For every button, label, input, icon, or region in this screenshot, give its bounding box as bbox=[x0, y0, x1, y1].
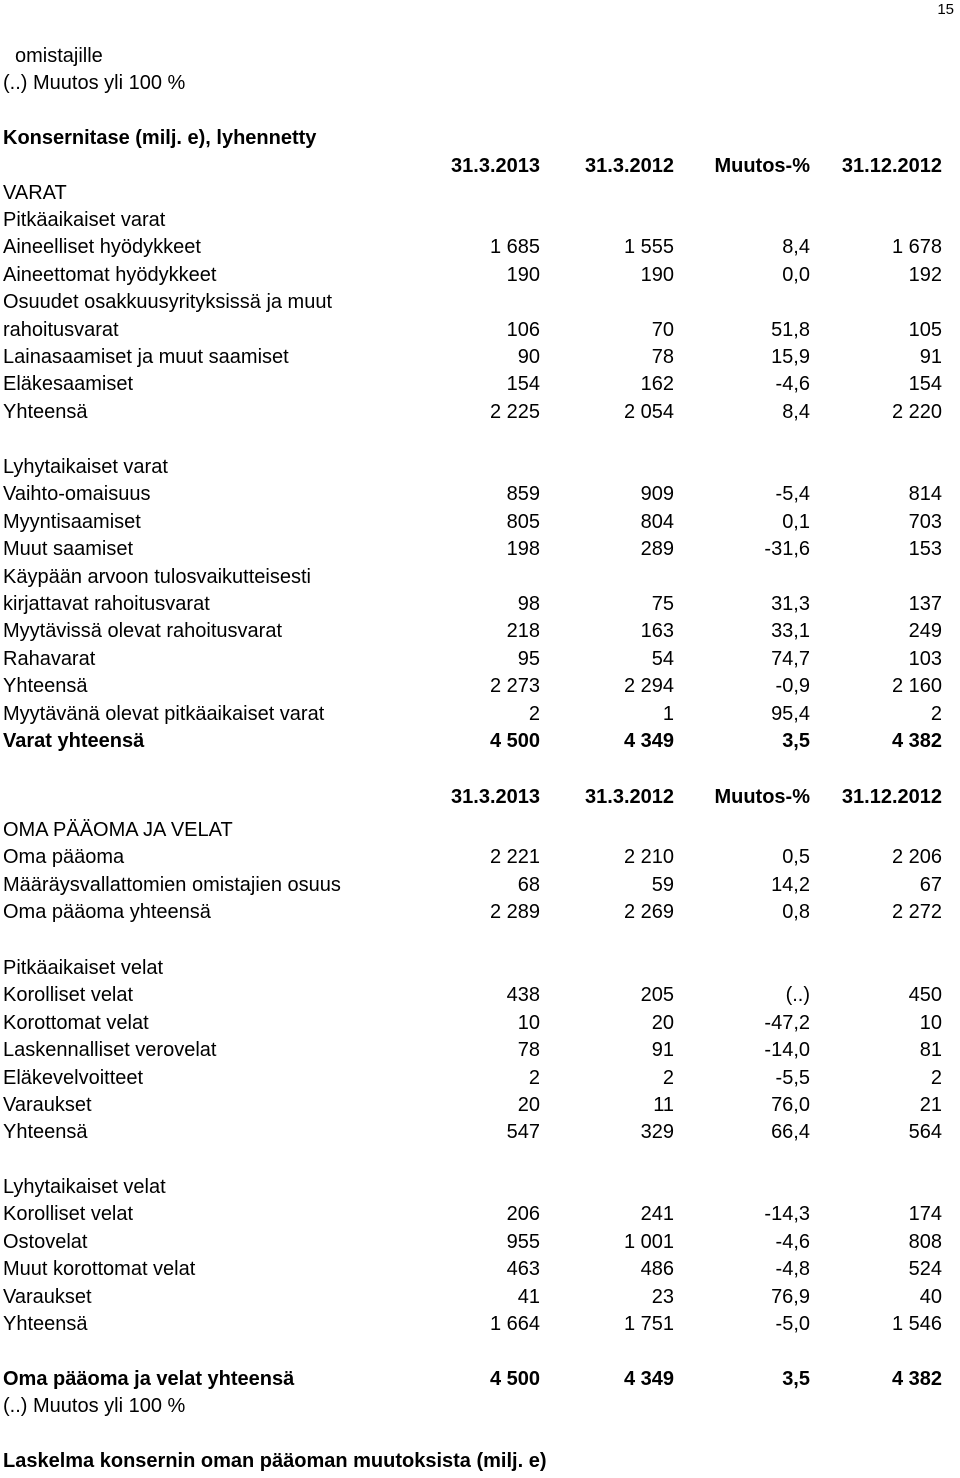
value-change-pct: 33,1 bbox=[771, 620, 810, 643]
value-2012fy: 450 bbox=[908, 984, 942, 1007]
table-row bbox=[0, 481, 960, 508]
value-2012fy: 249 bbox=[908, 620, 942, 643]
value-change-pct: 76,0 bbox=[771, 1094, 810, 1116]
value-2012fy: 21 bbox=[919, 1094, 942, 1116]
row-label: Korolliset velat bbox=[3, 984, 134, 1007]
value-2013q1: 198 bbox=[506, 538, 540, 561]
row-label: Yhteensä bbox=[3, 1313, 88, 1335]
value-2012fy: 10 bbox=[919, 1011, 942, 1034]
value-2012fy: 67 bbox=[919, 873, 942, 896]
value-change-pct: 14,2 bbox=[771, 873, 810, 896]
table-row bbox=[0, 509, 960, 536]
page-number: 15 bbox=[937, 1, 954, 18]
row-label: Rahavarat bbox=[3, 647, 96, 670]
col-header-2012q1: 31.3.2012 bbox=[585, 155, 674, 177]
row-label: Oma pääoma yhteensä bbox=[3, 901, 211, 924]
value-change-pct: -5,4 bbox=[775, 483, 810, 506]
table-row bbox=[0, 317, 960, 344]
col-header-2012fy: 31.12.2012 bbox=[841, 786, 942, 808]
value-2012fy: 524 bbox=[908, 1258, 942, 1281]
value-2012fy: 4 382 bbox=[891, 730, 942, 752]
footnote: (..) Muutos yli 100 % bbox=[3, 1395, 186, 1417]
value-2012fy: 2 220 bbox=[891, 400, 942, 423]
value-2012fy: 2 272 bbox=[891, 901, 942, 924]
value-2012q1: 1 555 bbox=[623, 236, 674, 259]
row-label: Muut saamiset bbox=[3, 538, 134, 561]
col-header-2013q1: 31.3.2013 bbox=[451, 155, 540, 177]
balance-sheet-title: Konsernitase (milj. e), lyhennetty bbox=[3, 127, 317, 149]
row-label: Osuudet osakkuusyrityksissä ja muut bbox=[3, 291, 333, 314]
row-label: Pitkäaikaiset varat bbox=[3, 209, 166, 231]
value-2012q1: 2 bbox=[662, 1066, 674, 1089]
value-change-pct: -31,6 bbox=[764, 538, 810, 561]
table-row bbox=[0, 564, 960, 591]
row-label: OMA PÄÄOMA JA VELAT bbox=[3, 819, 233, 841]
value-2012fy: 2 bbox=[930, 702, 942, 725]
value-2012fy: 105 bbox=[908, 318, 942, 341]
value-2013q1: 2 bbox=[528, 1066, 540, 1089]
col-header-change: Muutos-% bbox=[714, 155, 810, 177]
value-2013q1: 10 bbox=[517, 1011, 540, 1034]
value-2012q1: 289 bbox=[640, 538, 674, 561]
row-label: Varaukset bbox=[3, 1094, 92, 1116]
row-label: Laskennalliset verovelat bbox=[3, 1039, 217, 1062]
value-change-pct: 66,4 bbox=[771, 1121, 810, 1144]
value-2012fy: 154 bbox=[908, 373, 942, 396]
value-2012fy: 137 bbox=[908, 593, 942, 615]
col-header-2012q1: 31.3.2012 bbox=[585, 786, 674, 808]
value-2012q1: 54 bbox=[651, 647, 674, 670]
row-label: kirjattavat rahoitusvarat bbox=[3, 593, 210, 615]
row-label: Myytävänä olevat pitkäaikaiset varat bbox=[3, 702, 325, 725]
value-change-pct: 3,5 bbox=[782, 1368, 810, 1390]
row-label: Yhteensä bbox=[3, 675, 88, 698]
value-2012fy: 1 678 bbox=[891, 236, 942, 259]
table-row bbox=[0, 1010, 960, 1037]
value-2013q1: 438 bbox=[506, 984, 540, 1007]
value-2012q1: 190 bbox=[640, 263, 674, 286]
value-2013q1: 1 664 bbox=[489, 1313, 540, 1335]
value-2012q1: 1 001 bbox=[623, 1230, 674, 1253]
row-label: Yhteensä bbox=[3, 400, 88, 423]
table-row bbox=[0, 262, 960, 289]
value-2012q1: 486 bbox=[640, 1258, 674, 1281]
value-2013q1: 547 bbox=[506, 1121, 540, 1144]
row-label: Lainasaamiset ja muut saamiset bbox=[3, 346, 289, 368]
value-change-pct: 8,4 bbox=[782, 236, 810, 259]
value-2012q1: 2 294 bbox=[623, 675, 674, 698]
table-row bbox=[0, 1229, 960, 1256]
value-change-pct: -14,3 bbox=[764, 1203, 810, 1226]
value-2012q1: 2 054 bbox=[623, 400, 674, 423]
row-label: Oma pääoma ja velat yhteensä bbox=[3, 1368, 295, 1390]
table-row bbox=[0, 289, 960, 316]
table-row bbox=[0, 1119, 960, 1146]
value-change-pct: -14,0 bbox=[764, 1039, 810, 1062]
value-2012fy: 40 bbox=[919, 1285, 942, 1308]
row-label: Muut korottomat velat bbox=[3, 1258, 196, 1281]
table-row bbox=[0, 872, 960, 899]
value-2013q1: 206 bbox=[506, 1203, 540, 1226]
value-2013q1: 2 225 bbox=[489, 400, 540, 423]
value-2012fy: 153 bbox=[908, 538, 942, 561]
value-change-pct: -0,9 bbox=[775, 675, 810, 698]
col-header-2013q1: 31.3.2013 bbox=[451, 786, 540, 808]
table-row bbox=[0, 207, 960, 234]
table-row bbox=[0, 701, 960, 728]
value-change-pct: 3,5 bbox=[782, 730, 810, 752]
table-row bbox=[0, 1284, 960, 1311]
value-2012q1: 1 bbox=[662, 702, 674, 725]
value-2012fy: 808 bbox=[908, 1230, 942, 1253]
value-2013q1: 859 bbox=[506, 483, 540, 506]
table-row bbox=[0, 618, 960, 645]
value-2012fy: 2 160 bbox=[891, 675, 942, 698]
col-header-2012fy: 31.12.2012 bbox=[841, 155, 942, 177]
value-2013q1: 805 bbox=[506, 510, 540, 533]
value-2013q1: 98 bbox=[517, 593, 540, 615]
value-2012fy: 1 546 bbox=[891, 1313, 942, 1335]
value-2012q1: 4 349 bbox=[623, 1368, 674, 1390]
value-change-pct: 15,9 bbox=[771, 346, 810, 368]
row-label: Varat yhteensä bbox=[3, 730, 145, 752]
table-row bbox=[0, 1092, 960, 1119]
value-2013q1: 68 bbox=[517, 873, 540, 896]
value-2012q1: 59 bbox=[651, 873, 674, 896]
value-2012fy: 2 bbox=[930, 1066, 942, 1089]
value-2012q1: 2 269 bbox=[623, 901, 674, 924]
value-change-pct: -4,6 bbox=[775, 373, 810, 396]
next-section-title: Laskelma konsernin oman pääoman muutoksista (milj. e) bbox=[3, 1450, 547, 1472]
value-2013q1: 4 500 bbox=[489, 730, 540, 752]
value-change-pct: 0,5 bbox=[782, 846, 810, 869]
value-2012q1: 4 349 bbox=[623, 730, 674, 752]
table-row bbox=[0, 1065, 960, 1092]
value-2012q1: 241 bbox=[640, 1203, 674, 1226]
value-change-pct: 0,8 bbox=[782, 901, 810, 924]
table-row bbox=[0, 591, 960, 618]
value-2013q1: 2 289 bbox=[489, 901, 540, 924]
row-label: Yhteensä bbox=[3, 1121, 88, 1144]
row-label: Korolliset velat bbox=[3, 1203, 134, 1226]
value-change-pct: (..) bbox=[785, 984, 810, 1007]
table-row bbox=[0, 1256, 960, 1283]
table-row bbox=[0, 1311, 960, 1338]
value-2012q1: 909 bbox=[640, 483, 674, 506]
table-row bbox=[0, 899, 960, 926]
row-label: Eläkevelvoitteet bbox=[3, 1066, 144, 1089]
intro-line-2: (..) Muutos yli 100 % bbox=[3, 72, 186, 94]
row-label: Määräysvallattomien omistajien osuus bbox=[3, 873, 341, 896]
value-2013q1: 20 bbox=[517, 1094, 540, 1116]
table-row bbox=[0, 371, 960, 398]
table-row bbox=[0, 955, 960, 982]
value-2012q1: 23 bbox=[651, 1285, 674, 1308]
row-label: Oma pääoma bbox=[3, 846, 125, 869]
table-row bbox=[0, 1201, 960, 1228]
table-row bbox=[0, 728, 960, 755]
table-row bbox=[0, 844, 960, 871]
row-label: Aineelliset hyödykkeet bbox=[3, 236, 201, 259]
row-label: Lyhytaikaiset velat bbox=[3, 1176, 166, 1198]
value-2013q1: 955 bbox=[506, 1230, 540, 1253]
value-2012fy: 703 bbox=[908, 510, 942, 533]
value-change-pct: 0,0 bbox=[782, 263, 810, 286]
row-label: rahoitusvarat bbox=[3, 318, 119, 341]
value-2012fy: 174 bbox=[908, 1203, 942, 1226]
value-2012fy: 4 382 bbox=[891, 1368, 942, 1390]
value-2013q1: 2 221 bbox=[489, 846, 540, 869]
intro-line-1: omistajille bbox=[15, 45, 103, 67]
row-label: Käypään arvoon tulosvaikutteisesti bbox=[3, 565, 311, 588]
value-2012q1: 329 bbox=[640, 1121, 674, 1144]
table-row bbox=[0, 1174, 960, 1201]
value-change-pct: -4,6 bbox=[775, 1230, 810, 1253]
table-row bbox=[0, 1366, 960, 1393]
table-row bbox=[0, 817, 960, 844]
value-2012fy: 91 bbox=[919, 346, 942, 368]
row-label: Pitkäaikaiset velat bbox=[3, 957, 164, 979]
table-row bbox=[0, 982, 960, 1009]
value-2012q1: 205 bbox=[640, 984, 674, 1007]
row-label: Varaukset bbox=[3, 1285, 92, 1308]
value-2013q1: 1 685 bbox=[489, 236, 540, 259]
value-2013q1: 95 bbox=[517, 647, 540, 670]
table-row bbox=[0, 234, 960, 261]
table-row bbox=[0, 344, 960, 371]
table-row bbox=[0, 454, 960, 481]
table-row bbox=[0, 399, 960, 426]
value-2012q1: 20 bbox=[651, 1011, 674, 1034]
value-2012q1: 1 751 bbox=[623, 1313, 674, 1335]
table-row bbox=[0, 646, 960, 673]
row-label: Myyntisaamiset bbox=[3, 510, 141, 533]
varat-heading: VARAT bbox=[3, 182, 67, 204]
value-change-pct: 74,7 bbox=[771, 647, 810, 670]
row-label: Myytävissä olevat rahoitusvarat bbox=[3, 620, 283, 643]
value-2012q1: 163 bbox=[640, 620, 674, 643]
value-2012q1: 75 bbox=[651, 593, 674, 615]
value-change-pct: 51,8 bbox=[771, 318, 810, 341]
value-change-pct: -5,0 bbox=[775, 1313, 810, 1335]
value-change-pct: -4,8 bbox=[775, 1258, 810, 1281]
column-header-row-2 bbox=[0, 784, 960, 811]
row-label: Aineettomat hyödykkeet bbox=[3, 263, 217, 286]
value-2013q1: 90 bbox=[517, 346, 540, 368]
col-header-change: Muutos-% bbox=[714, 786, 810, 808]
value-change-pct: 0,1 bbox=[782, 510, 810, 533]
value-2013q1: 78 bbox=[517, 1039, 540, 1062]
value-2012fy: 814 bbox=[908, 483, 942, 506]
value-2012fy: 81 bbox=[919, 1039, 942, 1062]
value-2013q1: 4 500 bbox=[489, 1368, 540, 1390]
value-2012fy: 2 206 bbox=[891, 846, 942, 869]
value-2012fy: 103 bbox=[908, 647, 942, 670]
value-2012q1: 11 bbox=[653, 1094, 674, 1116]
row-label: Eläkesaamiset bbox=[3, 373, 134, 396]
value-2012fy: 564 bbox=[908, 1121, 942, 1144]
value-change-pct: 76,9 bbox=[771, 1285, 810, 1308]
value-change-pct: 31,3 bbox=[771, 593, 810, 615]
row-label: Ostovelat bbox=[3, 1230, 88, 1253]
value-2012q1: 70 bbox=[651, 318, 674, 341]
value-2013q1: 41 bbox=[517, 1285, 540, 1308]
value-change-pct: 8,4 bbox=[782, 400, 810, 423]
value-2012q1: 804 bbox=[640, 510, 674, 533]
value-change-pct: -5,5 bbox=[775, 1066, 810, 1089]
value-2013q1: 106 bbox=[506, 318, 540, 341]
row-label: Korottomat velat bbox=[3, 1011, 149, 1034]
value-2012q1: 162 bbox=[640, 373, 674, 396]
value-2013q1: 218 bbox=[506, 620, 540, 643]
value-2013q1: 2 273 bbox=[489, 675, 540, 698]
value-2012q1: 91 bbox=[651, 1039, 674, 1062]
value-2013q1: 2 bbox=[528, 702, 540, 725]
table-row bbox=[0, 673, 960, 700]
value-2013q1: 463 bbox=[506, 1258, 540, 1281]
value-2012q1: 78 bbox=[651, 346, 674, 368]
table-row bbox=[0, 536, 960, 563]
column-header-row bbox=[0, 153, 960, 180]
row-label: Lyhytaikaiset varat bbox=[3, 456, 168, 478]
table-row bbox=[0, 1037, 960, 1064]
value-2013q1: 190 bbox=[506, 263, 540, 286]
value-2012q1: 2 210 bbox=[623, 846, 674, 869]
value-2013q1: 154 bbox=[506, 373, 540, 396]
value-2012fy: 192 bbox=[908, 263, 942, 286]
value-change-pct: -47,2 bbox=[764, 1011, 810, 1034]
value-change-pct: 95,4 bbox=[771, 702, 810, 725]
row-label: Vaihto-omaisuus bbox=[3, 483, 151, 506]
